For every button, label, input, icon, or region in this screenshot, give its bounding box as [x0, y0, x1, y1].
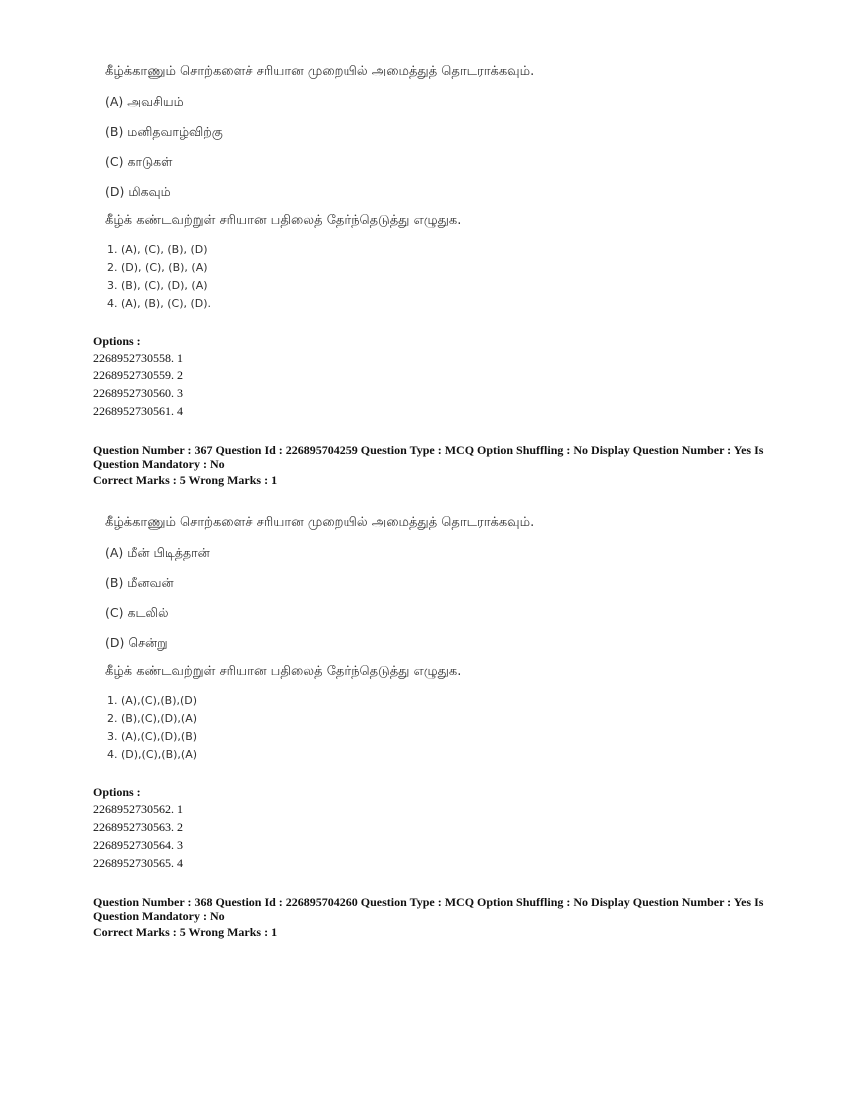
q366-option-1: 2268952730558. 1 — [93, 351, 183, 365]
q367-option-1: 2268952730562. 1 — [93, 802, 183, 816]
q368-meta-line1: Question Number : 368 Question Id : 226895704260 Question Type : MCQ Option Shuffling : No Display Question Number : Yes Is — [93, 895, 764, 909]
q368-meta-line2: Question Mandatory : No — [93, 909, 225, 923]
q367-item-d: (D) சென்று — [105, 635, 168, 650]
q368-marks: Correct Marks : 5 Wrong Marks : 1 — [93, 925, 278, 939]
q366-item-c: (C) காடுகள் — [105, 154, 173, 169]
q366-option-2: 2268952730559. 2 — [93, 368, 183, 382]
q367-item-b: (B) மீனவன் — [105, 575, 174, 590]
q367-choice-2: 2. (B),(C),(D),(A) — [107, 712, 198, 725]
q366-prompt: கீழ்க் கண்டவற்றுள் சரியான பதிலைத் தேர்ந்தெடுத்து எழுதுக. — [105, 213, 462, 228]
q367-option-3: 2268952730564. 3 — [93, 838, 183, 852]
q367-option-4: 2268952730565. 4 — [93, 856, 183, 870]
q366-choice-3: 3. (B), (C), (D), (A) — [107, 279, 208, 292]
q367-meta-line1: Question Number : 367 Question Id : 226895704259 Question Type : MCQ Option Shuffling : No Display Question Number : Yes Is — [93, 443, 764, 457]
q367-options-label: Options : — [93, 785, 141, 799]
q366-instruction: கீழ்க்காணும் சொற்களைச் சரியான முறையில் அமைத்துத் தொடராக்கவும். — [105, 64, 535, 79]
q366-choice-1: 1. (A), (C), (B), (D) — [107, 243, 208, 256]
q367-marks: Correct Marks : 5 Wrong Marks : 1 — [93, 473, 278, 487]
q366-item-b: (B) மனிதவாழ்விற்கு — [105, 124, 223, 139]
q367-meta-line2: Question Mandatory : No — [93, 457, 225, 471]
q367-option-2: 2268952730563. 2 — [93, 820, 183, 834]
q367-choice-4: 4. (D),(C),(B),(A) — [107, 748, 198, 761]
q366-options-label: Options : — [93, 334, 141, 348]
q366-option-4: 2268952730561. 4 — [93, 404, 183, 418]
q367-item-c: (C) கடலில் — [105, 605, 169, 620]
q367-choice-1: 1. (A),(C),(B),(D) — [107, 694, 198, 707]
q367-choice-3: 3. (A),(C),(D),(B) — [107, 730, 198, 743]
q366-option-3: 2268952730560. 3 — [93, 386, 183, 400]
q366-item-d: (D) மிகவும் — [105, 184, 171, 199]
q367-instruction: கீழ்க்காணும் சொற்களைச் சரியான முறையில் அமைத்துத் தொடராக்கவும். — [105, 515, 535, 530]
q366-choice-2: 2. (D), (C), (B), (A) — [107, 261, 208, 274]
q367-item-a: (A) மீன் பிடித்தான் — [105, 545, 210, 560]
q366-item-a: (A) அவசியம் — [105, 94, 184, 109]
q366-choice-4: 4. (A), (B), (C), (D). — [107, 297, 212, 310]
q367-prompt: கீழ்க் கண்டவற்றுள் சரியான பதிலைத் தேர்ந்தெடுத்து எழுதுக. — [105, 664, 462, 679]
